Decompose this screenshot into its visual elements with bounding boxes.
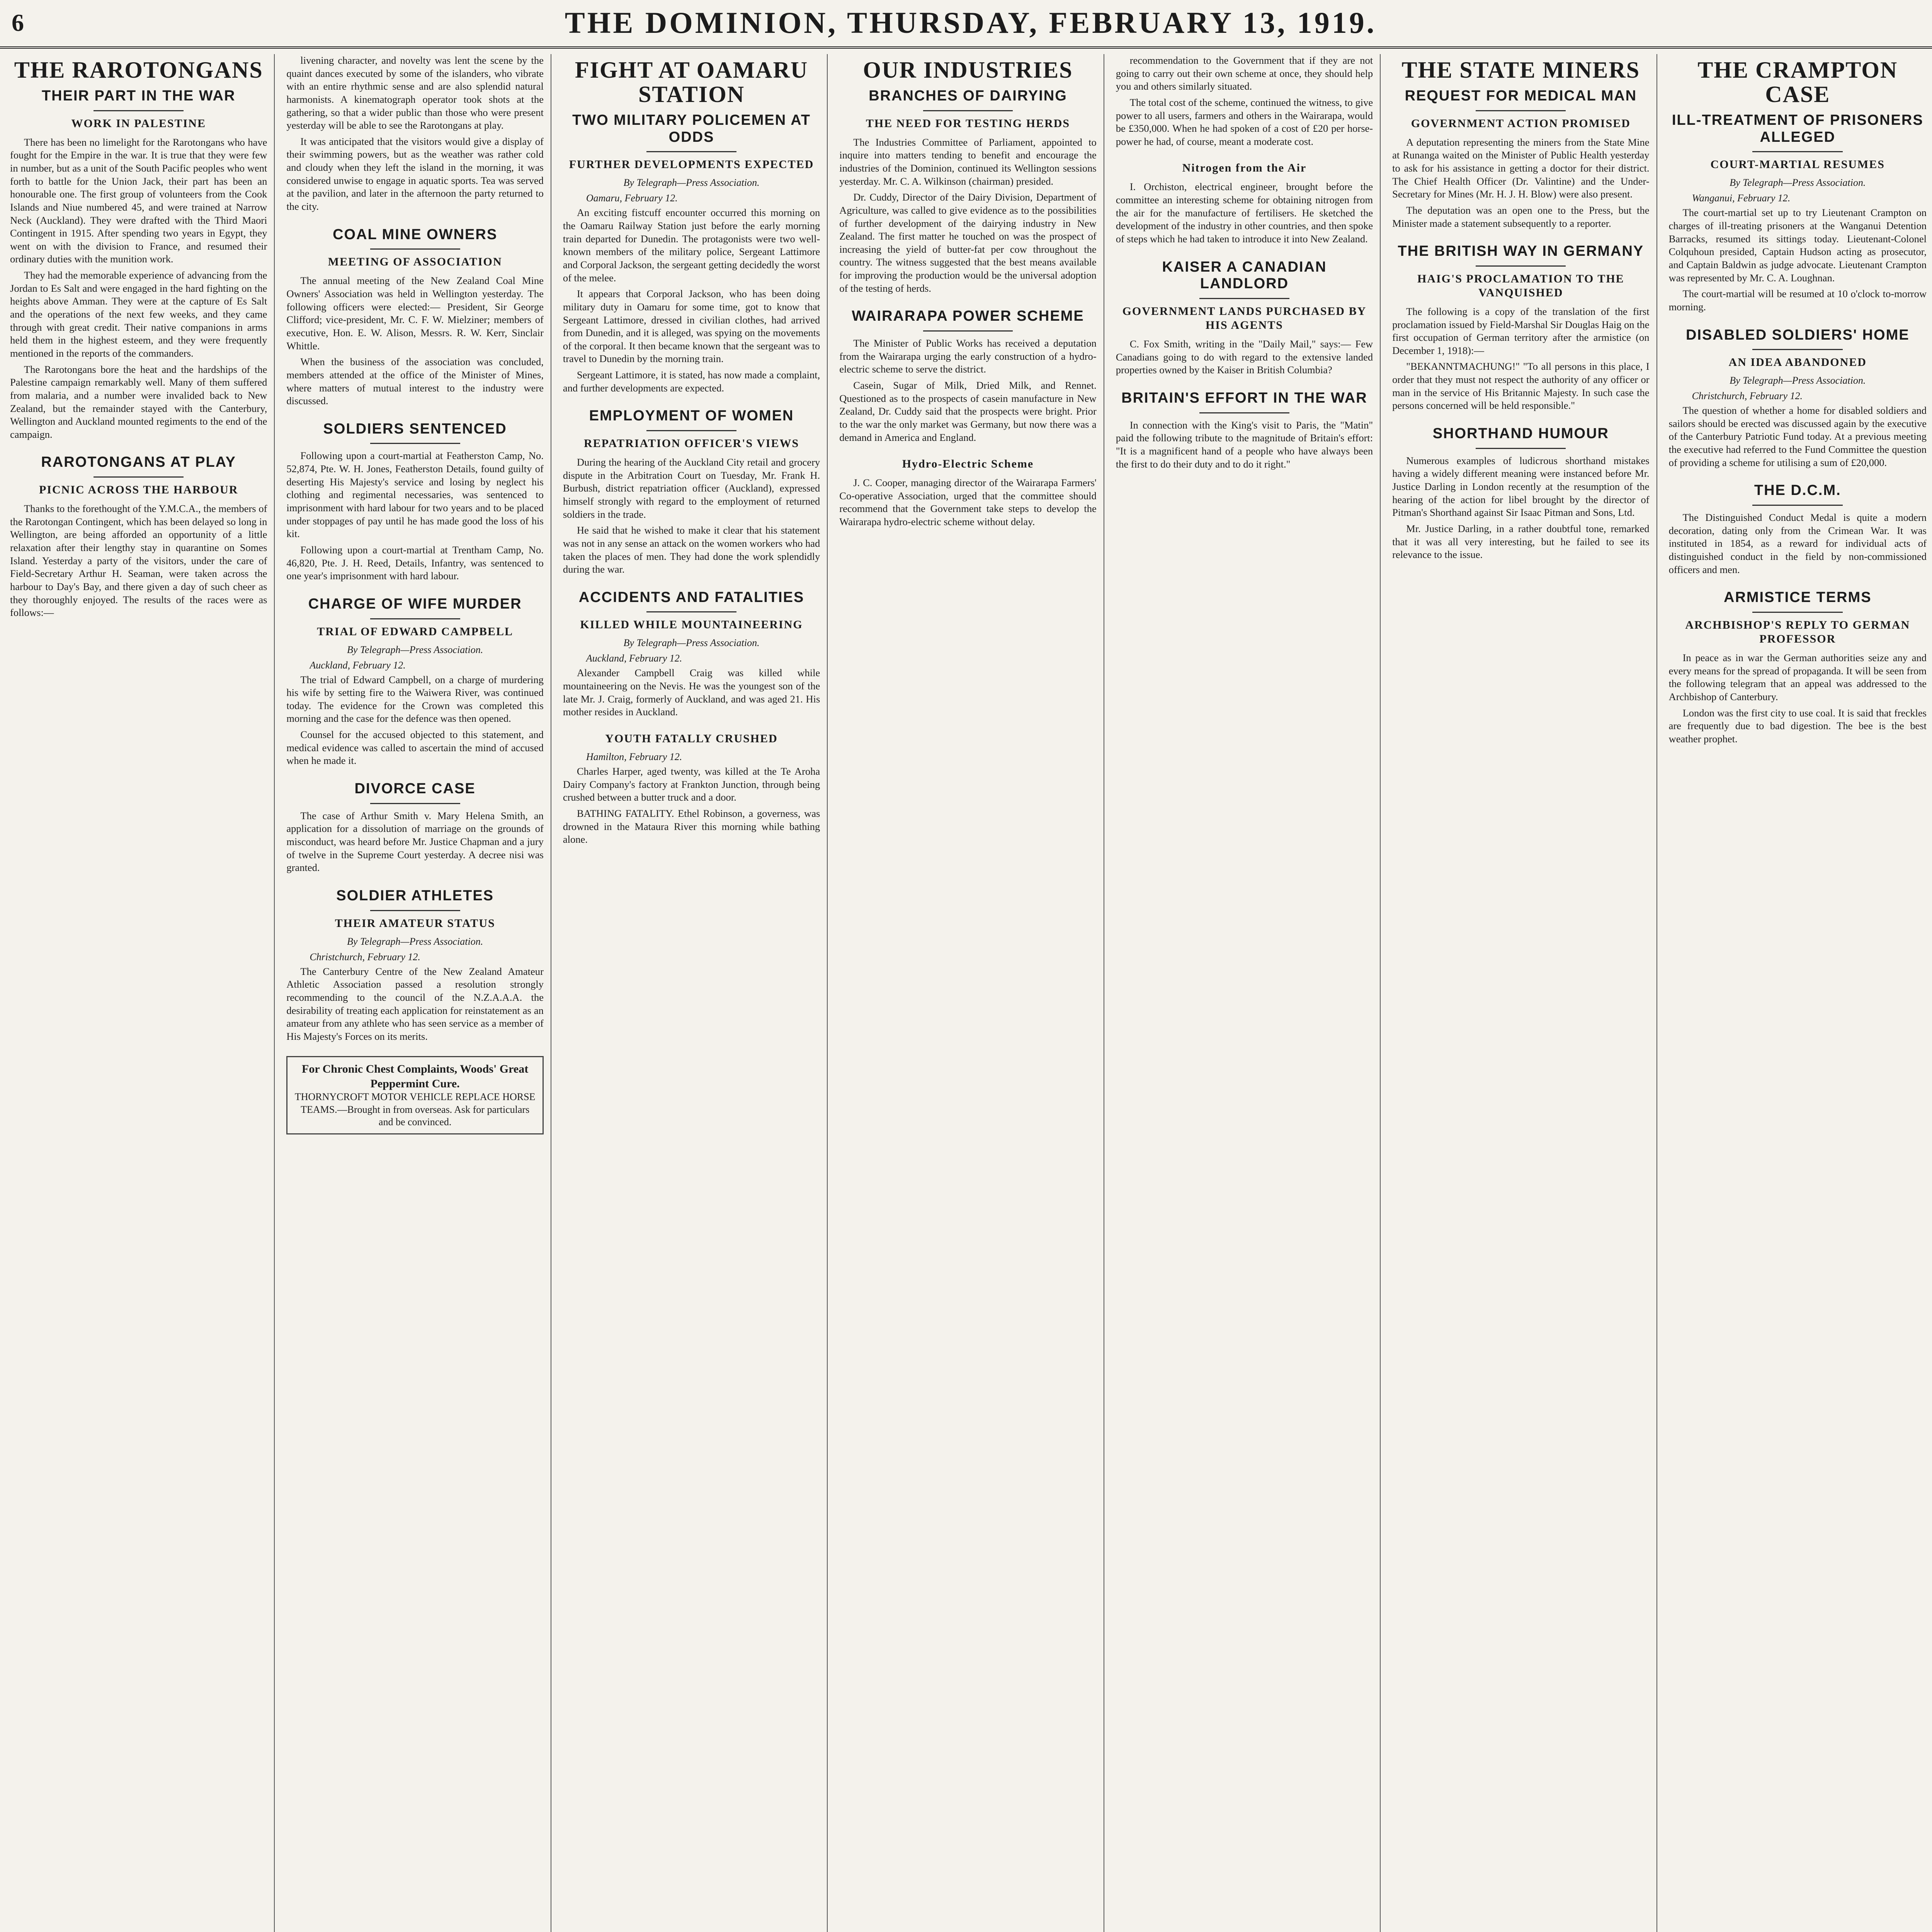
subheadline: THE BRITISH WAY IN GERMANY [1398,243,1644,260]
article [1392,58,1649,230]
headline-rule [1476,448,1566,449]
paragraph: In peace as in war the German authorities seize any and every means for the spread of propaganda. It will be seen from the following telegram that an appeal was addressed to the Archbishop of Canterbury. [1668,651,1927,702]
article [10,58,267,441]
deck: REPATRIATION OFFICER'S VIEWS [583,437,799,450]
deck: THEIR AMATEUR STATUS [335,917,495,930]
headline-rule [1199,412,1289,413]
subheadline: SOLDIERS SENTENCED [323,420,507,437]
headline-rule [1752,505,1843,506]
paragraph: The following is a copy of the translation of the first proclamation issued by Field-Marshal Sir Douglas Haig on the first occupation of German territory after the armistice (on December 1, 1918):— [1392,305,1650,356]
deck: YOUTH FATALLY CRUSHED [605,732,778,745]
article [839,58,1096,295]
article [1116,390,1373,471]
column-4 [837,54,1104,1932]
subheadline: SOLDIER ATHLETES [336,887,494,904]
headline-rule [646,611,736,612]
paragraph: Dr. Cuddy, Director of the Dairy Division, Department of Agriculture, was called to give evidence as to the possibilities of further development of the dairying industry in New Zealand. The first matter he touched on was the prospect of increasing the yield of butter-fat per cow throughout the country. The witness suggested that the best means available for improving the production would be the universal adoption of the testing of herds. [839,191,1097,294]
deck: TRIAL OF EDWARD CAMPBELL [317,625,514,638]
paragraph: C. Fox Smith, writing in the "Daily Mail," says:— Few Canadians going to do with regard to the extensive landed properties owned by the Kaiser in British Columbia? [1116,338,1373,376]
deck: WORK IN PALESTINE [71,117,206,130]
subheadline: DISABLED SOLDIERS' HOME [1685,327,1910,343]
column-1 [8,54,275,1932]
paragraph: "BEKANNTMACHUNG!" "To all persons in this place, I order that they must not respect the authority of any officer or man in the service of His Britannic Majesty. In such case the persons concerned will be held responsible." [1392,361,1650,412]
paragraph: They had the memorable experience of advancing from the Jordan to Es Salt and were engaged in the hard fighting on the heights above Amman. They were at the capture of Es Salt and the operations of the next few weeks, and they came through with great credit. Their native companions in arms held them in the highest esteem, and they were frequently mentioned in the reports of the commanders. [10,269,267,359]
headline-rule [94,110,184,111]
dateline: Auckland, February 12. [310,659,406,671]
deck: PICNIC ACROSS THE HARBOUR [39,483,238,497]
paragraph: I. Orchiston, electrical engineer, brought before the committee an interesting scheme for obtaining nitrogen from the air for the manufacture of fertilisers. He sketched the development of the industry in other countries, and then spoke of steps which he had taken to introduce it into New Zealand. [1116,181,1373,245]
headline-rule [370,910,460,911]
subheadline: WAIRARAPA POWER SCHEME [852,308,1084,325]
byline: By Telegraph—Press Association. [1730,375,1866,386]
byline: By Telegraph—Press Association. [623,177,760,189]
byline: By Telegraph—Press Association. [347,644,483,655]
deck: GOVERNMENT ACTION PROMISED [1411,117,1631,130]
article [286,596,543,767]
paragraph: The Rarotongans bore the heat and the hardships of the Palestine campaign remarkably well. Many of them suffered from malaria, and a number were invalided back to New Zealand, but the remainder stayed with the Canterbury, Wellington and Auckland mounted regiments to the end of the campaign. [10,363,267,440]
byline: By Telegraph—Press Association. [1730,177,1866,189]
paragraph: There has been no limelight for the Rarotongans who have fought for the Empire in the war. It is true that they were few in number, but as a unit of the South Pacific peoples who went forth to battle for the Union Jack, their part has been an honourable one. The first group of volunteers from the Cook Islands and Niue numbered 45, and were trained at Narrow Neck (Auckland). They were drafted with the Third Maori Contingent in 1915. After spending two years in Egypt, they went on with the division to France, and resumed their ordinary duties with the munition work. [10,136,267,265]
paragraph: Following upon a court-martial at Trentham Camp, No. 46,820, Pte. J. H. Reed, Details, Infantry, was sentenced to one year's imprisonment with hard labour. [286,544,544,582]
paragraph: London was the first city to use coal. It is said that freckles are frequently due to bad digestion. The bee is the best weather prophet. [1668,707,1927,745]
deck: THE NEED FOR TESTING HERDS [866,117,1070,130]
paragraph: Following upon a court-martial at Featherston Camp, No. 52,874, Pte. W. H. Jones, Featherston Details, found guilty of deserting His Majesty's service and losing by neglect his clothing and regimental necessaries, was sentenced to imprisonment with hard labour for two years and to be placed under stoppages of pay until he has made good the loss of his kit. [286,450,544,540]
headline-rule [923,330,1013,332]
column-5 [1114,54,1381,1932]
paragraph: The Canterbury Centre of the New Zealand Amateur Athletic Association passed a resolution strongly recommending to the council of the N.Z.A.A.A. the desirability of treating each application for reinstatement as an amateur from any athlete who has seen service as a member of His Majesty's Forces on its merits. [286,965,544,1042]
headline: THE RAROTONGANS [14,57,263,83]
subheadline: EMPLOYMENT OF WOMEN [589,408,794,424]
subheadline: CHARGE OF WIFE MURDER [308,595,522,612]
headline-rule [646,430,736,431]
article [286,226,543,408]
dateline: Wanganui, February 12. [1692,192,1791,204]
headline-rule [1476,110,1566,111]
subheadline: THEIR PART IN THE WAR [41,88,236,104]
paragraph: It appears that Corporal Jackson, who has been doing military duty in Oamaru for some time, got to know that Sergeant Lattimore, dressed in civilian clothes, had arrived from Dunedin, and it is alleged, was spying on the movements of the corporal. It then became known that the sergeant was to travel to Dunedin by the morning train. [563,288,820,365]
advertisement [286,1056,543,1134]
article [286,888,543,1043]
paragraph: BATHING FATALITY. Ethel Robinson, a governess, was drowned in the Mataura River this morning while bathing alone. [563,807,820,845]
article [563,408,820,576]
paragraph: J. C. Cooper, managing director of the Wairarapa Farmers' Co-operative Association, urged that the committee should recommend that the Government take steps to develop the Wairarapa hydro-electric scheme without delay. [839,477,1097,528]
subheadline: BRANCHES OF DAIRYING [869,88,1067,104]
article [1669,327,1927,469]
paragraph: During the hearing of the Auckland City retail and grocery dispute in the Arbitration Court on Tuesday, Mr. Frank H. Burbush, district repatriation officer (Auckland), expressed himself strongly with regard to the employment of returned soldiers in the trade. [563,456,820,520]
paragraph: Alexander Campbell Craig was killed while mountaineering on the Nevis. He was the youngest son of the late Mr. J. Craig, formerly of Auckland, and was aged 21. His mother resides in Auckland. [563,667,820,718]
dateline: Christchurch, February 12. [310,951,420,963]
headline-rule [370,443,460,444]
headline-rule [923,110,1013,111]
paragraph: In connection with the King's visit to Paris, the "Matin" paid the following tribute to the magnitude of Britain's effort: "It is a magnificent hand of a people who have always been the first to do their duty and to do it right." [1116,419,1373,470]
subheadline: ILL-TREATMENT OF PRISONERS ALLEGED [1672,112,1923,145]
subheadline: DIVORCE CASE [354,781,476,797]
deck: Nitrogen from the Air [1182,162,1307,175]
paragraph: The court-martial set up to try Lieutenant Crampton on charges of ill-treating prisoners at the Wanganui Detention Barracks, resumed its sittings today. Lieutenant-Colonel Colquhoun presided, Captain Hudson acting as prosecutor, and Captain Baldwin as judge advocate. Lieutenant Crampton was represented by Mr. C. A. Loughnan. [1668,207,1927,284]
deck: ARCHBISHOP'S REPLY TO GERMAN PROFESSOR [1685,618,1910,645]
byline: By Telegraph—Press Association. [347,935,483,947]
paragraph: Thanks to the forethought of the Y.M.C.A., the members of the Rarotongan Contingent, which has been delayed so long in Wellington, are being afforded an opportunity of a little relaxation after their lengthy stay in quarantine on Somes Island. Yesterday a party of the visitors, under the care of Field-Secretary Arthur H. Seaman, were taken across the harbour to Day's Bay, and there given a day of such cheer as they thoroughly enjoyed. The results of the races were as follows:— [10,503,267,619]
paragraph: The total cost of the scheme, continued the witness, to give power to all users, farmers and others in the Wairarapa, would be £350,000. When he had spoken of a cost of £20 per horse-power he had, of course, meant a moderate cost. [1116,96,1373,147]
column-6 [1390,54,1657,1932]
paragraph: A deputation representing the miners from the State Mine at Runanga waited on the Minister of Public Health yesterday to ask for his assistance in getting a doctor for their district. The Chief Health Officer (Dr. Valintine) and the Under-Secretary for Mines (Mr. H. J. H. Blow) were also present. [1392,136,1650,200]
deck: FURTHER DEVELOPMENTS EXPECTED [569,158,814,171]
page-number: 6 [12,9,24,36]
headline-rule [370,803,460,804]
article [1669,589,1927,745]
article [839,457,1096,529]
paragraph: The Industries Committee of Parliament, appointed to inquire into matters tending to benefit and encourage the industries of the Dominion, continued its Wellington sessions yesterday. Mr. C. A. Wilkinson (chairman) presided. [839,136,1097,187]
subheadline: TWO MILITARY POLICEMEN AT ODDS [572,112,811,145]
column-7 [1667,54,1932,1932]
deck: GOVERNMENT LANDS PURCHASED BY HIS AGENTS [1122,305,1367,332]
subheadline: SHORTHAND HUMOUR [1432,425,1609,442]
paragraph: Charles Harper, aged twenty, was killed at the Te Aroha Dairy Company's factory at Frankton Junction, through being crushed between a butter truck and a door. [563,765,820,803]
subheadline: COAL MINE OWNERS [333,226,498,243]
paragraph: The deputation was an open one to the Press, but the Minister made a statement subsequently to a reporter. [1392,204,1650,229]
paragraph: Numerous examples of ludicrous shorthand mistakes having a widely different meaning were instanced before Mr. Justice Darling in London recently at the resumption of the hearing of the action for libel brought by the director of Pitman's Shorthand against Sir Isaac Pitman and Sons, Ltd. [1392,454,1650,519]
paragraph: Counsel for the accused objected to this statement, and medical evidence was called to ascertain the mind of accused when he made it. [286,729,544,767]
article [1116,259,1373,377]
deck: KILLED WHILE MOUNTAINEERING [580,618,803,631]
headline-rule [370,248,460,250]
column-3 [561,54,828,1932]
article [1669,482,1927,576]
headline-rule [1752,151,1843,152]
article [563,589,820,719]
paragraph: livening character, and novelty was lent the scene by the quaint dances executed by some of the islanders, who vibrate with an entire rhythmic sense and are also splendid natural harmonists. A kinematograph operator took shots at the gathering, so that a wider public than those who were present yesterday will be able to see the Rarotongans at play. [286,54,544,131]
article [286,421,543,583]
masthead [0,0,1932,49]
subheadline: BRITAIN'S EFFORT IN THE WAR [1121,389,1367,406]
paragraph: The case of Arthur Smith v. Mary Helena Smith, an application for a dissolution of marriage on the grounds of misconduct, was heard before Mr. Justice Chapman and a jury of twelve in the Supreme Court yesterday. A decree nisi was granted. [286,810,544,874]
paragraph: Sergeant Lattimore, it is stated, has now made a complaint, and further developments are expected. [563,369,820,394]
headline: FIGHT AT OAMARU STATION [575,57,808,107]
dateline: Hamilton, February 12. [586,751,682,763]
article [1392,243,1649,412]
paragraph: He said that he wished to make it clear that his statement was not in any sense an attack on the women workers who had taken the places of men. They had done the work splendidly during the war. [563,524,820,575]
headline: THE CRAMPTON CASE [1697,57,1898,107]
headline: OUR INDUSTRIES [863,57,1073,83]
dateline: Christchurch, February 12. [1692,390,1803,402]
deck: Hydro-Electric Scheme [902,457,1034,471]
deck: AN IDEA ABANDONED [1728,356,1867,369]
headline: THE STATE MINERS [1401,57,1640,83]
headline-rule [94,476,184,478]
headline-rule [646,151,736,152]
subheadline: ARMISTICE TERMS [1724,589,1872,606]
paragraph: Mr. Justice Darling, in a rather doubtful tone, remarked that it was all very interesting, but he failed to see its relevance to the issue. [1392,522,1650,561]
subheadline: THE D.C.M. [1754,482,1841,499]
paragraph: The court-martial will be resumed at 10 o'clock to-morrow morning. [1668,288,1927,313]
subheadline: RAROTONGANS AT PLAY [41,454,236,471]
article [286,54,543,213]
paragraph: The Minister of Public Works has received a deputation from the Wairarapa urging the early construction of a hydro-electric scheme to serve the district. [839,337,1097,375]
headline-rule [370,618,460,619]
newspaper-title: THE DOMINION, THURSDAY, FEBRUARY 13, 1919. [565,6,1377,39]
paragraph: It was anticipated that the visitors would give a display of their swimming powers, but as the weather was rather cold and cloudy when they left the island in the morning, it was considered unwise to engage in aquatic sports. Tea was served at the pavilion, and later in the afternoon the party returned to the city. [286,135,544,213]
paragraph: The annual meeting of the New Zealand Coal Mine Owners' Association was held in Wellington yesterday. The following officers were elected:— President, Sir George Clifford; vice-president, Mr. C. F. W. Mielziner; members of executive, Hon. E. W. Alison, Messrs. R. W. Kerr, Sinclair Whittle. [286,275,544,352]
headline-rule [1752,349,1843,350]
article [1392,425,1649,561]
article [563,732,820,846]
headline-rule [1752,612,1843,613]
paragraph: When the business of the association was concluded, members attended at the office of the Minister of Mines, where matters of mutual interest to the industry were discussed. [286,356,544,407]
subheadline: REQUEST FOR MEDICAL MAN [1405,88,1637,104]
article [563,58,820,395]
paragraph: Casein, Sugar of Milk, Dried Milk, and Rennet. Questioned as to the prospects of casein manufacture in New Zealand, Dr. Cuddy said that the prospects were bright. Prior to the war the only market was Germany, but now there was a demand in America and England. [839,379,1097,443]
news-columns [8,54,1932,1932]
deck: COURT-MARTIAL RESUMES [1710,158,1885,171]
paragraph: An exciting fistcuff encounter occurred this morning on the Oamaru Railway Station just before the early morning train departed for Dunedin. The protagonists were two well-known members of the military police, Sergeant Lattimore and Corporal Jackson, the sergeant getting decidedly the worst of the melee. [563,207,820,284]
paragraph: The question of whether a home for disabled soldiers and sailors should be erected was discussed again by the executive of the Canterbury Patriotic Fund today. At a previous meeting the executive had referred to the Fund Committee the question of providing a scheme for utilising a sum of £20,000. [1668,405,1927,468]
ad-title: For Chronic Chest Complaints, Woods' Great Peppermint Cure. [302,1063,529,1090]
subheadline: ACCIDENTS AND FATALITIES [578,589,804,605]
article [1116,54,1373,148]
headline-rule [1199,298,1289,299]
paragraph: recommendation to the Government that if they are not going to carry out their own scheme at once, they should help you and others similarly situated. [1116,54,1373,92]
byline: By Telegraph—Press Association. [623,637,760,649]
dateline: Auckland, February 12. [586,653,682,664]
deck: MEETING OF ASSOCIATION [328,255,502,269]
article [1669,58,1927,314]
column-2 [284,54,551,1932]
paragraph: The trial of Edward Campbell, on a charge of murdering his wife by setting fire to the Waiwera River, was continued today. The evidence for the Crown was completed this morning and the case for the defence was then opened. [286,673,544,724]
article [1116,161,1373,245]
subheadline: KAISER A CANADIAN LANDLORD [1162,259,1327,292]
headline-rule [1476,265,1566,267]
article [286,781,543,874]
ad-body: THORNYCROFT MOTOR VEHICLE REPLACE HORSE TEAMS.—Brought in from overseas. Ask for particulars and be convinced. [294,1091,536,1128]
article [10,454,267,619]
dateline: Oamaru, February 12. [586,192,678,204]
article [839,308,1096,444]
paragraph: The Distinguished Conduct Medal is quite a modern decoration, dating only from the Crimean War. It was instituted in 1854, as a reward for individual acts of distinguished conduct in the field by non-commissioned officers and men. [1668,512,1927,575]
deck: HAIG'S PROCLAMATION TO THE VANQUISHED [1417,272,1624,299]
